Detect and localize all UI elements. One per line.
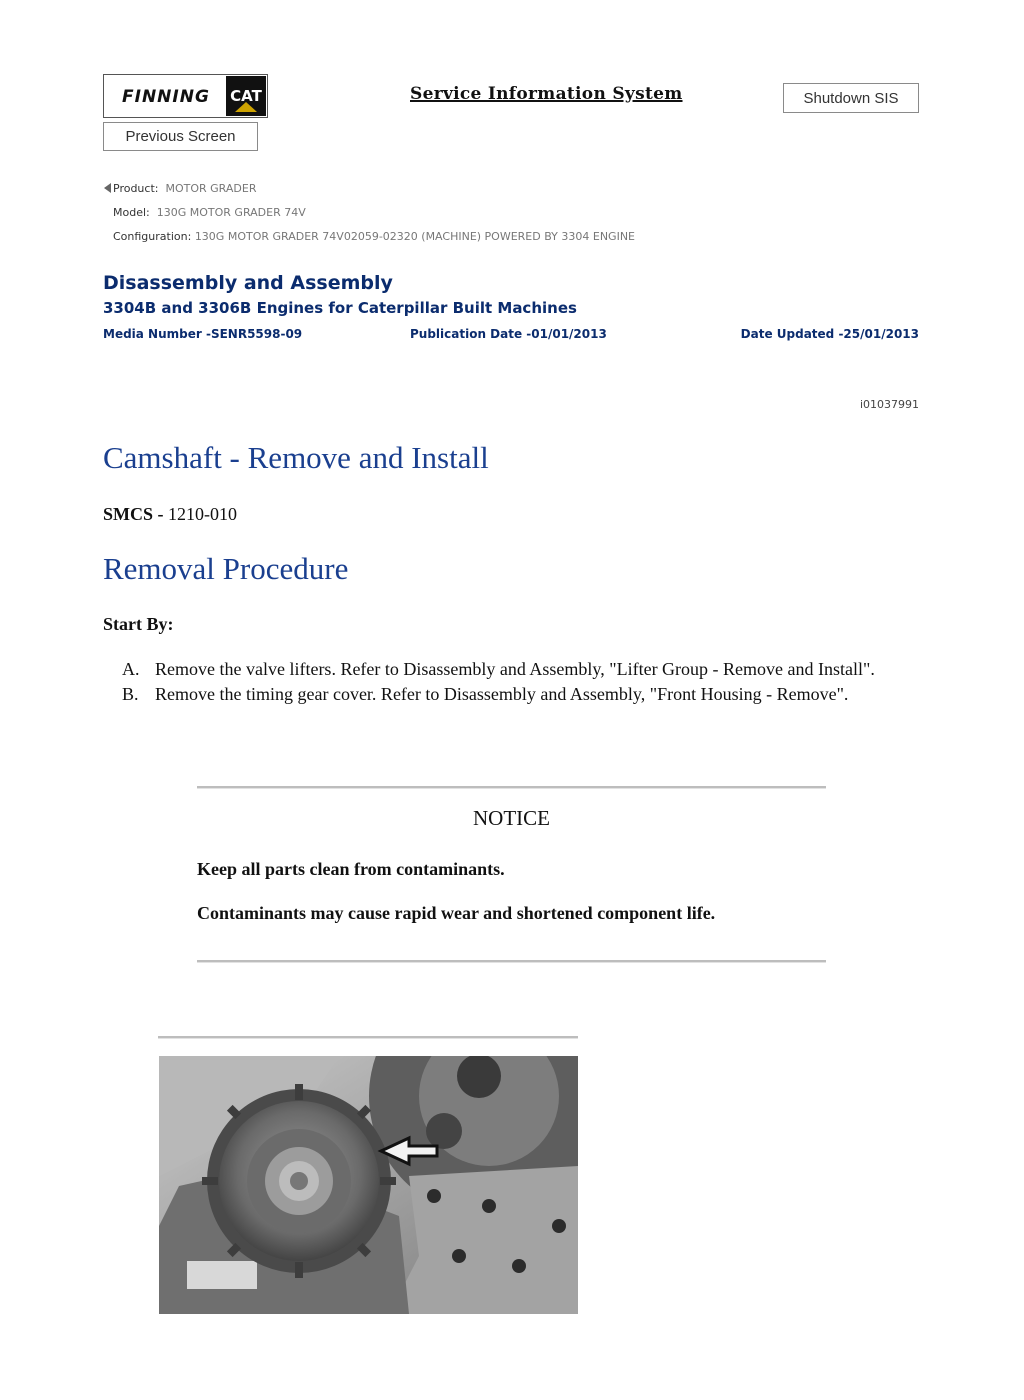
step-letter: A. xyxy=(122,659,140,679)
step-item xyxy=(122,658,922,681)
notice-divider-top xyxy=(197,786,826,789)
smcs-label: SMCS - xyxy=(103,504,164,524)
smcs-value: 1210-010 xyxy=(168,504,238,524)
step-item xyxy=(122,683,922,706)
notice-divider-bottom xyxy=(197,960,826,963)
back-arrow-icon[interactable] xyxy=(104,183,111,193)
notice-text-1: Keep all parts clean from contaminants. xyxy=(197,859,505,879)
finning-logo-text: FINNING xyxy=(122,87,210,107)
shutdown-sis-button[interactable]: Shutdown SIS xyxy=(783,83,919,113)
product-line xyxy=(104,182,256,195)
product-value: MOTOR GRADER xyxy=(165,182,257,195)
configuration-label: Configuration: xyxy=(113,230,192,243)
step-text: Remove the timing gear cover. Refer to Disassembly and Assembly, "Front Housing - Remove". xyxy=(155,684,849,704)
media-number: Media Number -SENR5598-09 xyxy=(103,327,303,341)
cat-logo-text: CAT xyxy=(230,87,262,105)
configuration-line xyxy=(113,230,635,243)
product-label: Product: xyxy=(113,182,159,195)
smcs-code xyxy=(103,504,237,525)
step-letter: B. xyxy=(122,684,139,704)
finning-cat-logo xyxy=(103,74,268,118)
document-subtitle: 3304B and 3306B Engines for Caterpillar Built Machines xyxy=(103,299,577,317)
document-id: i01037991 xyxy=(859,398,919,411)
step-text: Remove the valve lifters. Refer to Disassembly and Assembly, "Lifter Group - Remove and Install". xyxy=(155,659,875,679)
model-line xyxy=(113,206,306,219)
sis-title: Service Information System xyxy=(410,84,683,104)
page-title: Camshaft - Remove and Install xyxy=(103,440,489,475)
camshaft-gear-illustration xyxy=(159,1056,578,1314)
model-label: Model: xyxy=(113,206,150,219)
model-value: 130G MOTOR GRADER 74V xyxy=(156,206,306,219)
cat-logo xyxy=(226,76,266,116)
start-by-steps xyxy=(122,658,922,708)
notice-text-2: Contaminants may cause rapid wear and shortened component life. xyxy=(197,903,716,923)
previous-screen-button[interactable]: Previous Screen xyxy=(103,122,258,151)
publication-date: Publication Date -01/01/2013 xyxy=(410,327,607,341)
removal-procedure-heading: Removal Procedure xyxy=(103,551,349,586)
figure-divider xyxy=(158,1036,578,1039)
notice-heading: NOTICE xyxy=(473,806,550,830)
configuration-value: 130G MOTOR GRADER 74V02059-02320 (MACHINE) POWERED BY 3304 ENGINE xyxy=(194,230,636,243)
document-title: Disassembly and Assembly xyxy=(103,272,393,294)
date-updated: Date Updated -25/01/2013 xyxy=(740,327,919,341)
start-by-label: Start By: xyxy=(103,614,174,634)
